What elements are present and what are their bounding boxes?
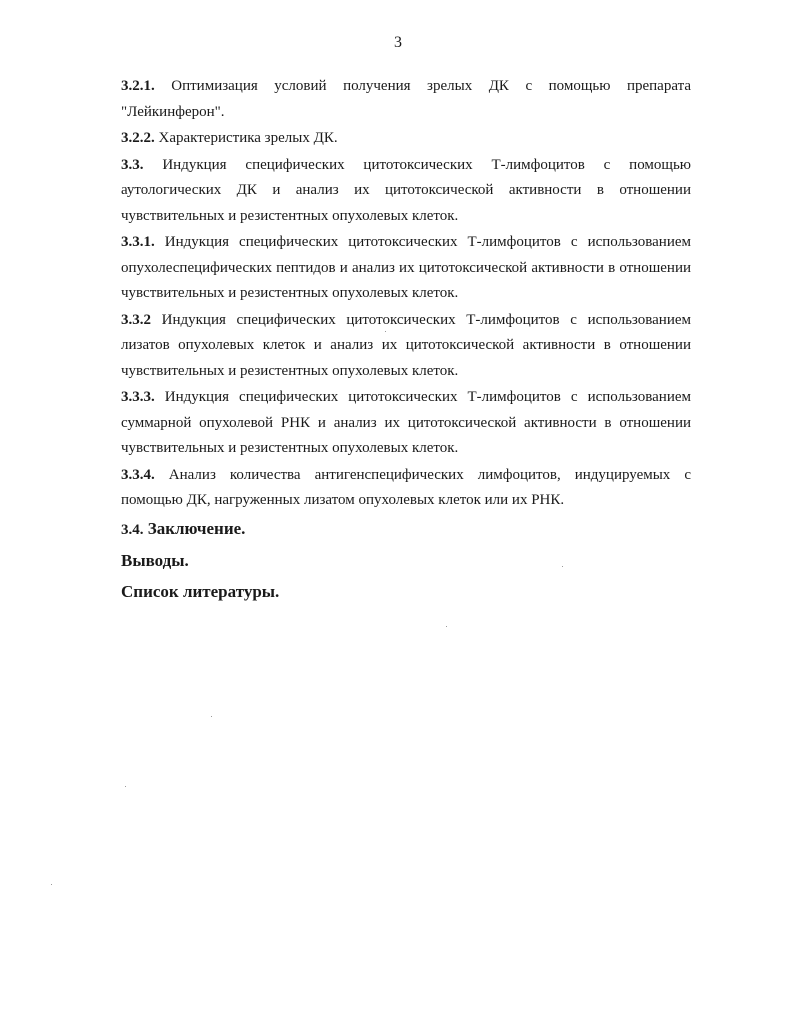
toc-entry xyxy=(121,74,691,125)
toc-entry xyxy=(121,126,691,152)
toc-entry xyxy=(121,385,691,462)
toc-heading-findings xyxy=(121,549,691,573)
scan-speck xyxy=(446,626,447,627)
scan-speck xyxy=(562,566,563,567)
toc-entry xyxy=(121,463,691,514)
toc-entry-number: 3.3.4. xyxy=(121,466,155,483)
toc-heading-title: Заключение. xyxy=(147,518,246,538)
scan-speck xyxy=(211,716,212,717)
page-number: 3 xyxy=(394,34,402,51)
toc-entry-title: Индукция специфических цитотоксических Т-лимфоцитов с использованием суммарной опухолевой РНК и анализ их цитотоксической активности в отношении чувствительных и резистентных опухолевых клеток. xyxy=(121,389,692,456)
toc-entry-title: Оптимизация условий получения зрелых ДК с помощью препарата "Лейкинферон". xyxy=(121,78,691,120)
toc-entry-title: Анализ количества антигенспецифических лимфоцитов, индуцируемых с помощью ДК, нагруженных лизатом опухолевых клеток или их РНК. xyxy=(121,466,691,508)
toc-heading-title: Выводы. xyxy=(121,550,189,570)
toc-entry xyxy=(121,308,691,385)
toc-entry-title: Индукция специфических цитотоксических Т-лимфоцитов с использованием лизатов опухолевых клеток и анализ их цитотоксической активности в отношении чувствительных и резистентных опухолевых клеток. xyxy=(121,311,692,379)
toc-entry-number: 3.2.1. xyxy=(121,78,155,94)
toc-entry xyxy=(121,153,691,230)
scan-speck xyxy=(51,884,52,885)
scan-speck xyxy=(385,331,386,332)
toc-entry-number: 3.3.3. xyxy=(121,389,155,405)
toc-entry-number: 3.3.2 xyxy=(121,311,151,328)
toc-entry-title: Индукция специфических цитотоксических Т-лимфоцитов с помощью аутологических ДК и анализ их цитотоксической активности в отношении чувствительных и резистентных опухолевых клеток. xyxy=(121,156,692,224)
scan-speck xyxy=(125,786,126,787)
toc-entry-number: 3.3. xyxy=(121,156,144,173)
toc-entry-title: Индукция специфических цитотоксических Т-лимфоцитов с использованием опухолеспецифических пептидов и анализ их цитотоксической активности в отношении чувствительных и резистентных опухолевых клеток. xyxy=(121,234,692,301)
toc-entry-title: Характеристика зрелых ДК. xyxy=(158,130,338,146)
toc-heading-title: Список литературы. xyxy=(121,581,280,601)
toc-heading-number: 3.4. xyxy=(121,521,144,538)
toc-heading-references xyxy=(121,580,691,604)
table-of-contents xyxy=(121,74,691,604)
toc-entry-number: 3.2.2. xyxy=(121,130,155,146)
toc-heading-conclusion xyxy=(121,517,691,542)
toc-entry-number: 3.3.1. xyxy=(121,234,155,250)
toc-entry xyxy=(121,230,691,307)
